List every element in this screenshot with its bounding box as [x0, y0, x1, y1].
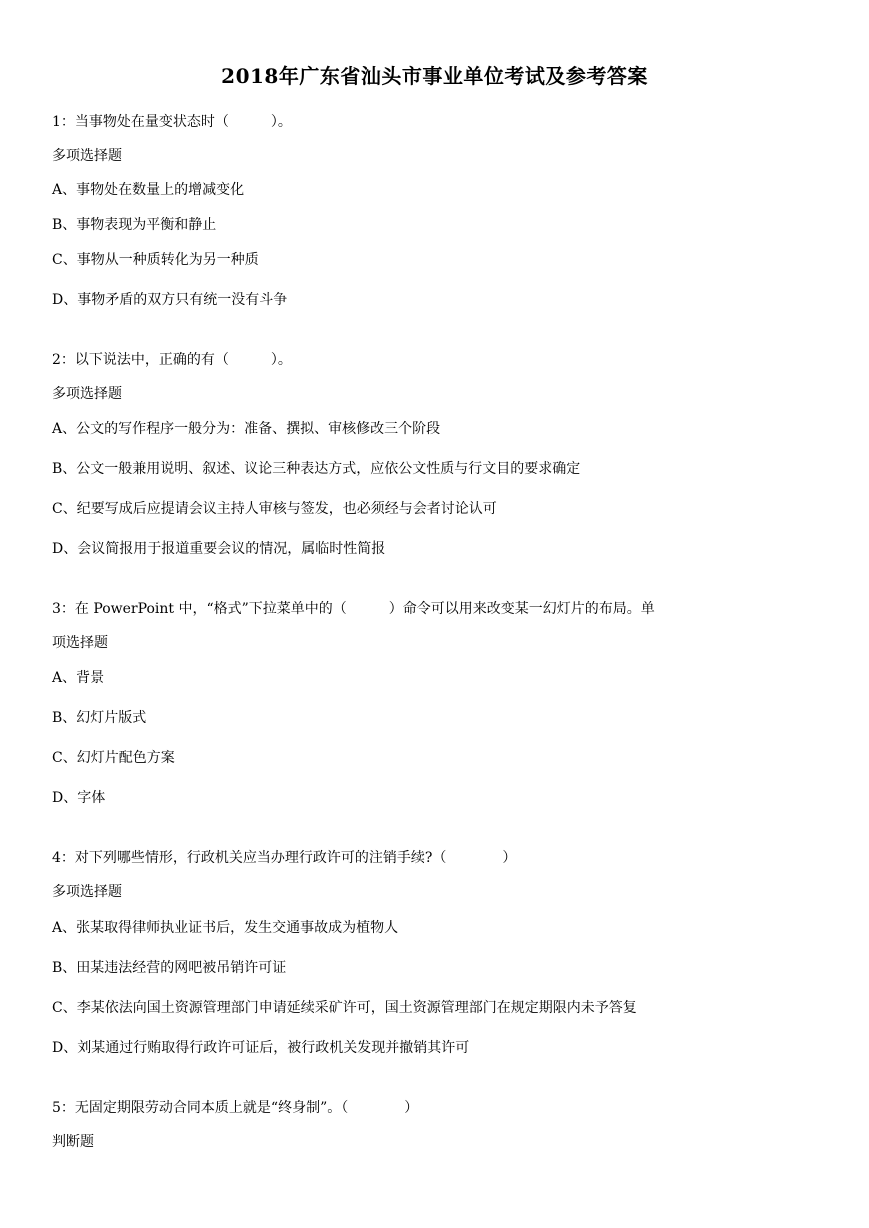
question-4-option-d: D、刘某通过行贿取得行政许可证后，被行政机关发现并撤销其许可	[52, 1040, 470, 1056]
question-2-type: 多项选择题	[52, 386, 122, 402]
question-5-stem: 5：无固定期限劳动合同本质上就是“终身制”。（ ）	[52, 1100, 419, 1116]
question-4-type: 多项选择题	[52, 884, 122, 900]
document-title: 2018年广东省汕头市事业单位考试及参考答案	[221, 64, 648, 88]
question-3-option-b: B、幻灯片版式	[52, 710, 147, 726]
question-3-option-a: A、背景	[52, 670, 105, 686]
question-2-option-a: A、公文的写作程序一般分为：准备、撰拟、审核修改三个阶段	[52, 421, 441, 437]
question-1-stem: 1：当事物处在量变状态时（ ）。	[52, 114, 292, 130]
question-4-stem: 4：对下列哪些情形，行政机关应当办理行政许可的注销手续?（ ）	[52, 850, 517, 866]
question-3-option-c: C、幻灯片配色方案	[52, 750, 175, 766]
question-4-option-b: B、田某违法经营的网吧被吊销许可证	[52, 960, 287, 976]
question-2-option-b: B、公文一般兼用说明、叙述、议论三种表达方式，应依公文性质与行文目的要求确定	[52, 461, 581, 477]
question-3-type: 项选择题	[52, 635, 108, 651]
question-2-stem: 2：以下说法中，正确的有（ ）。	[52, 352, 292, 368]
question-3-option-d: D、字体	[52, 790, 106, 806]
question-1-option-d: D、事物矛盾的双方只有统一没有斗争	[52, 292, 288, 308]
question-1-type: 多项选择题	[52, 148, 122, 164]
question-4-option-c: C、李某依法向国土资源管理部门申请延续采矿许可，国土资源管理部门在规定期限内未予答复	[52, 1000, 637, 1016]
question-4-option-a: A、张某取得律师执业证书后，发生交通事故成为植物人	[52, 920, 399, 936]
question-3-stem: 3：在 PowerPoint 中，“格式”下拉菜单中的（ ）命令可以用来改变某一幻灯片的布局。单	[52, 601, 655, 617]
question-2-option-d: D、会议简报用于报道重要会议的情况，属临时性简报	[52, 541, 386, 557]
question-2-option-c: C、纪要写成后应提请会议主持人审核与签发，也必须经与会者讨论认可	[52, 501, 497, 517]
question-1-option-b: B、事物表现为平衡和静止	[52, 217, 217, 233]
question-1-option-a: A、事物处在数量上的增减变化	[52, 182, 245, 198]
question-5-type: 判断题	[52, 1134, 94, 1150]
question-1-option-c: C、事物从一种质转化为另一种质	[52, 252, 259, 268]
